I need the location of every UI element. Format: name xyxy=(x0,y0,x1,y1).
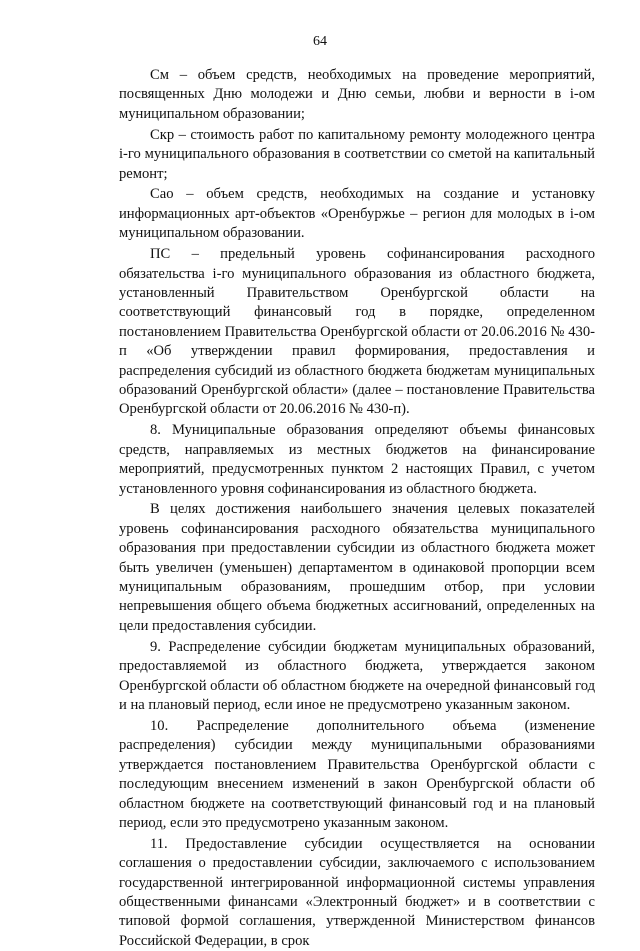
paragraph-clause-8: 8. Муниципальные образования определяют объемы финансовых средств, направляемых из местных бюджетов на финансирование мероприятий, предусмотренных пунктом 2 настоящих Правил, с учетом установленного уровня софинансирования из областного бюджета. xyxy=(119,422,595,497)
paragraph-sao-definition: Сао – объем средств, необходимых на создание и установку информационных арт-объектов «Оренбуржье – регион для молодых в i-ом муниципальном образовании. xyxy=(119,186,595,242)
paragraph-clause-10: 10. Распределение дополнительного объема (изменение распределения) субсидии между муниципальными образованиями утверждается постановлением Правительства Оренбургской области с последующим внесением изменений в закон Оренбургской области об областном бюджете на соответствующий финансовый год и на плановый период, если это предусмотрено указанным законом. xyxy=(119,717,595,831)
paragraph-ps-definition: ПС – предельный уровень софинансирования расходного обязательства i-го муниципального образования из областного бюджета, установленный Правительством Оренбургской области на соответствующий финансовый год в порядке, определенном постановлением Правительства Оренбургской области от 20.06.2016 № 430-п «Об утверждении правил формирования, предоставления и распределения субсидий из областного бюджета бюджетам муниципальных образований Оренбургской области» (далее – постановление Правительства Оренбургской области от 20.06.2016 № 430-п). xyxy=(119,246,595,418)
paragraph-skr-definition: Скр – стоимость работ по капитальному ремонту молодежного центра i-го муниципального образования в соответствии со сметой на капитальный ремонт; xyxy=(119,126,595,182)
paragraph-sm-definition: См – объем средств, необходимых на проведение мероприятий, посвященных Дню молодежи и Дню семьи, любви и верности в i-ом муниципальном образовании; xyxy=(119,67,595,122)
paragraph-clause-9: 9. Распределение субсидии бюджетам муниципальных образований, предоставляемой из областного бюджета, утверждается законом Оренбургской области об областном бюджете на очередной финансовый год и на плановый период, если иное не предусмотрено указанным законом. xyxy=(119,638,595,713)
page-number: 64 xyxy=(313,34,327,49)
paragraph-clause-11: 11. Предоставление субсидии осуществляется на основании соглашения о предоставлении субсидии, заключаемого с использованием государственной интегрированной информационной системы управления общественными финансами «Электронный бюджет» и в соответствии с типовой формой соглашения, утвержденной Министерством финансов Российской Федерации, в срок xyxy=(119,835,595,949)
document-body xyxy=(119,66,595,951)
paragraph-clause-8-continued: В целях достижения наибольшего значения целевых показателей уровень софинансирования расходного обязательства муниципального образования при предоставлении субсидии из областного бюджета может быть увеличен (уменьшен) департаментом в одинаковой пропорции всем муниципальным образованиям, прошедшим отбор, при условии непревышения общего объема бюджетных ассигнований, определенных на цели предоставления субсидии. xyxy=(119,501,595,634)
